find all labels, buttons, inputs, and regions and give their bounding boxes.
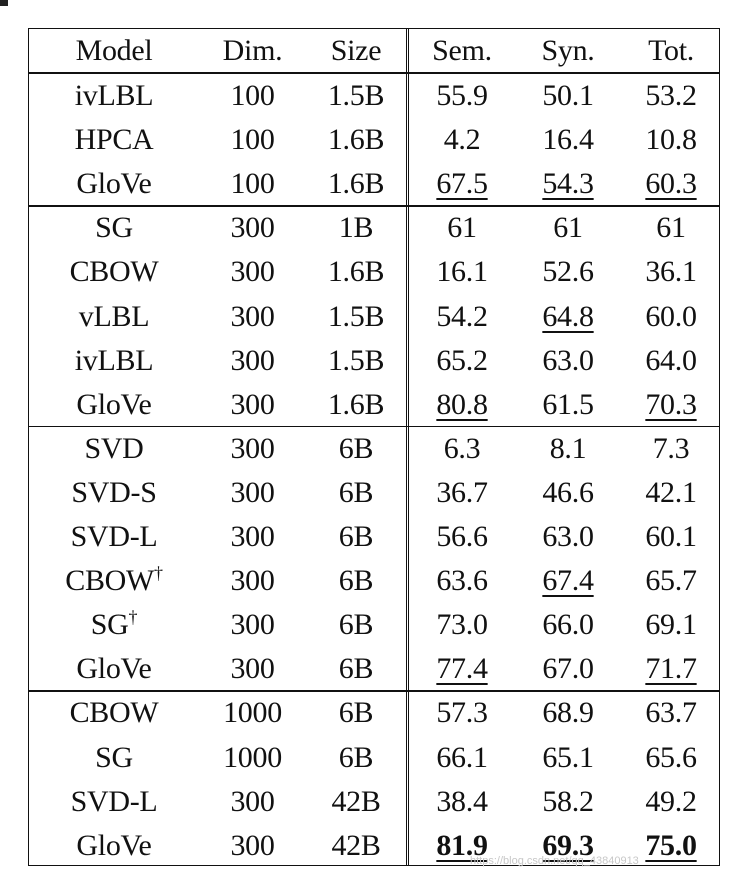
cell-tot xyxy=(621,74,721,118)
value-size: 6B xyxy=(338,652,374,686)
model-name: SG xyxy=(90,608,129,642)
cell-model xyxy=(29,515,199,559)
cell-model xyxy=(29,295,199,339)
cell-dim xyxy=(199,295,306,339)
value-sem: 61 xyxy=(447,211,477,245)
cell-tot xyxy=(621,162,721,206)
cell-dim xyxy=(199,339,306,383)
cell-model xyxy=(29,736,199,780)
header-sem: Sem. xyxy=(432,34,492,67)
value-size: 1.5B xyxy=(327,343,385,377)
results-table xyxy=(28,28,720,866)
cell-syn xyxy=(515,383,621,427)
cell-tot xyxy=(621,471,721,515)
cell-sem xyxy=(409,295,515,339)
model-name: HPCA xyxy=(74,123,154,157)
cell-sem xyxy=(409,736,515,780)
cell-model xyxy=(29,383,199,427)
cell-dim xyxy=(199,647,306,691)
value-tot: 7.3 xyxy=(652,431,690,465)
value-tot: 60.3 xyxy=(645,167,697,201)
cell-size xyxy=(306,780,406,824)
value-dim: 300 xyxy=(230,564,275,598)
cell-dim xyxy=(199,559,306,603)
cell-tot xyxy=(621,206,721,250)
value-dim: 100 xyxy=(230,167,275,201)
header-syn: Syn. xyxy=(541,34,595,67)
cell-syn xyxy=(515,691,621,735)
cell-size xyxy=(306,295,406,339)
value-dim: 300 xyxy=(230,652,275,686)
value-tot: 65.6 xyxy=(645,740,697,774)
cell-size xyxy=(306,339,406,383)
cell-sem xyxy=(409,471,515,515)
value-sem: 57.3 xyxy=(436,696,488,730)
cell-syn xyxy=(515,471,621,515)
model-name: SVD-S xyxy=(71,475,157,509)
table-row xyxy=(29,515,719,559)
cell-sem xyxy=(409,647,515,691)
cell-size xyxy=(306,515,406,559)
table-row xyxy=(29,603,719,647)
value-size: 6B xyxy=(338,696,374,730)
model-name: SVD-L xyxy=(70,520,158,553)
model-name: CBOW xyxy=(65,564,155,598)
value-sem: 55.9 xyxy=(436,79,488,112)
cell-dim xyxy=(199,471,306,515)
value-size: 6B xyxy=(338,740,374,774)
value-dim: 1000 xyxy=(223,696,282,730)
model-name: SG xyxy=(95,740,133,774)
table-row xyxy=(29,162,719,206)
cell-syn xyxy=(515,736,621,780)
cell-size xyxy=(306,736,406,780)
value-sem: 80.8 xyxy=(436,387,488,421)
value-size: 42B xyxy=(331,784,381,818)
value-syn: 69.3 xyxy=(542,828,594,862)
header-tot: Tot. xyxy=(648,34,694,67)
cell-dim xyxy=(199,250,306,294)
value-tot: 10.8 xyxy=(645,123,697,157)
cell-dim xyxy=(199,691,306,735)
value-sem: 36.7 xyxy=(436,475,488,509)
cell-dim xyxy=(199,118,306,162)
value-size: 1.6B xyxy=(327,387,385,421)
value-sem: 38.4 xyxy=(436,784,488,818)
value-syn: 58.2 xyxy=(542,784,594,818)
cell-syn xyxy=(515,647,621,691)
cell-tot xyxy=(621,515,721,559)
value-tot: 49.2 xyxy=(645,784,697,818)
cell-sem xyxy=(409,559,515,603)
value-dim: 100 xyxy=(230,123,275,157)
cell-tot xyxy=(621,250,721,294)
cell-sem xyxy=(409,780,515,824)
value-syn: 67.0 xyxy=(542,652,594,686)
value-tot: 65.7 xyxy=(645,564,697,598)
cell-tot xyxy=(621,736,721,780)
cell-size xyxy=(306,118,406,162)
cell-sem xyxy=(409,339,515,383)
value-syn: 50.1 xyxy=(542,79,594,112)
watermark-text: https://blog.csdn.net/qq_43840913 xyxy=(470,855,639,867)
cell-sem xyxy=(409,118,515,162)
table-row xyxy=(29,383,719,427)
value-tot: 69.1 xyxy=(645,608,697,642)
value-sem: 63.6 xyxy=(436,564,488,598)
dagger-mark: † xyxy=(154,563,163,584)
model-name: CBOW xyxy=(69,696,159,730)
table-row xyxy=(29,339,719,383)
cell-dim xyxy=(199,74,306,118)
cell-model xyxy=(29,647,199,691)
value-syn: 63.0 xyxy=(542,520,594,553)
cell-size xyxy=(306,162,406,206)
value-sem: 65.2 xyxy=(436,343,488,377)
cell-size xyxy=(306,471,406,515)
value-syn: 64.8 xyxy=(542,299,594,333)
cell-sem xyxy=(409,162,515,206)
value-sem: 4.2 xyxy=(443,123,481,157)
value-tot: 36.1 xyxy=(645,255,697,289)
value-dim: 300 xyxy=(230,784,275,818)
cell-tot xyxy=(621,118,721,162)
cell-syn xyxy=(515,74,621,118)
cell-dim xyxy=(199,162,306,206)
value-size: 1.6B xyxy=(327,123,385,157)
value-sem: 66.1 xyxy=(436,740,488,774)
model-name: ivLBL xyxy=(74,79,154,112)
table-row xyxy=(29,559,719,603)
value-size: 6B xyxy=(338,475,374,509)
table-row xyxy=(29,780,719,824)
value-syn: 8.1 xyxy=(549,431,587,465)
value-size: 6B xyxy=(338,564,374,598)
value-size: 1.5B xyxy=(327,299,385,333)
value-sem: 56.6 xyxy=(436,520,488,553)
cell-dim xyxy=(199,603,306,647)
cell-size xyxy=(306,74,406,118)
value-syn: 61.5 xyxy=(542,387,594,421)
value-dim: 300 xyxy=(230,211,275,245)
cell-model xyxy=(29,824,199,868)
cell-size xyxy=(306,559,406,603)
cell-size xyxy=(306,427,406,471)
value-dim: 1000 xyxy=(223,740,282,774)
table-row xyxy=(29,471,719,515)
value-syn: 66.0 xyxy=(542,608,594,642)
table-row xyxy=(29,74,719,118)
cell-tot xyxy=(621,691,721,735)
value-dim: 300 xyxy=(230,475,275,509)
value-size: 1.6B xyxy=(327,167,385,201)
value-tot: 60.0 xyxy=(645,299,697,333)
cell-tot xyxy=(621,559,721,603)
cell-size xyxy=(306,250,406,294)
value-dim: 300 xyxy=(230,343,275,377)
model-name: CBOW xyxy=(69,255,159,289)
dagger-mark: † xyxy=(128,607,138,628)
cell-syn xyxy=(515,780,621,824)
cell-sem xyxy=(409,74,515,118)
cell-syn xyxy=(515,162,621,206)
value-tot: 71.7 xyxy=(645,652,697,686)
model-name: GloVe xyxy=(76,828,152,862)
value-sem: 54.2 xyxy=(436,299,488,333)
table-header-row xyxy=(29,29,719,73)
table-row xyxy=(29,250,719,294)
cell-model xyxy=(29,559,199,603)
cell-tot xyxy=(621,295,721,339)
cell-sem xyxy=(409,515,515,559)
cell-size xyxy=(306,603,406,647)
cell-tot xyxy=(621,647,721,691)
cell-syn xyxy=(515,339,621,383)
cell-size xyxy=(306,206,406,250)
cell-dim xyxy=(199,383,306,427)
cell-syn xyxy=(515,515,621,559)
value-size: 1B xyxy=(338,211,374,245)
model-name: GloVe xyxy=(76,652,152,686)
cell-model xyxy=(29,691,199,735)
value-dim: 300 xyxy=(230,828,275,862)
cell-dim xyxy=(199,824,306,868)
table-row xyxy=(29,206,719,250)
cell-size xyxy=(306,647,406,691)
value-tot: 60.1 xyxy=(645,520,697,553)
value-size: 1.5B xyxy=(327,79,385,112)
value-sem: 77.4 xyxy=(436,652,488,686)
cell-syn xyxy=(515,206,621,250)
table-row xyxy=(29,427,719,471)
value-tot: 64.0 xyxy=(645,343,697,377)
cell-model xyxy=(29,780,199,824)
cell-tot xyxy=(621,780,721,824)
value-tot: 53.2 xyxy=(645,79,697,112)
value-dim: 300 xyxy=(230,387,275,421)
header-model: Model xyxy=(75,34,153,67)
model-name: SVD xyxy=(84,431,144,465)
cell-syn xyxy=(515,603,621,647)
cell-dim xyxy=(199,427,306,471)
cell-size xyxy=(306,691,406,735)
cell-dim xyxy=(199,736,306,780)
value-dim: 300 xyxy=(230,299,275,333)
value-size: 1.6B xyxy=(327,255,385,289)
cell-size xyxy=(306,383,406,427)
value-size: 6B xyxy=(338,431,374,465)
cell-syn xyxy=(515,118,621,162)
model-name: SVD-L xyxy=(70,784,158,818)
corner-mark xyxy=(0,0,8,6)
cell-tot xyxy=(621,427,721,471)
cell-syn xyxy=(515,295,621,339)
value-size: 6B xyxy=(338,608,374,642)
table-row xyxy=(29,118,719,162)
model-name: ivLBL xyxy=(74,343,154,377)
cell-sem xyxy=(409,427,515,471)
cell-dim xyxy=(199,515,306,559)
cell-model xyxy=(29,339,199,383)
value-sem: 81.9 xyxy=(436,828,488,862)
value-sem: 73.0 xyxy=(436,608,488,642)
cell-size xyxy=(306,824,406,868)
value-syn: 52.6 xyxy=(542,255,594,289)
cell-model xyxy=(29,603,199,647)
value-syn: 16.4 xyxy=(542,123,594,157)
column-divider xyxy=(406,29,409,865)
cell-tot xyxy=(621,339,721,383)
value-syn: 68.9 xyxy=(542,696,594,730)
value-syn: 67.4 xyxy=(542,564,594,598)
cell-model xyxy=(29,162,199,206)
value-syn: 46.6 xyxy=(542,475,594,509)
value-sem: 6.3 xyxy=(443,431,481,465)
model-name: SG xyxy=(95,211,133,245)
cell-model xyxy=(29,427,199,471)
table-row xyxy=(29,647,719,691)
value-dim: 300 xyxy=(230,520,275,553)
value-syn: 63.0 xyxy=(542,343,594,377)
header-size: Size xyxy=(330,34,382,67)
value-tot: 75.0 xyxy=(645,828,697,862)
value-tot: 63.7 xyxy=(645,696,697,730)
value-dim: 300 xyxy=(230,608,275,642)
model-name: vLBL xyxy=(78,299,150,333)
value-sem: 67.5 xyxy=(436,167,488,201)
cell-sem xyxy=(409,206,515,250)
value-dim: 300 xyxy=(230,431,275,465)
cell-sem xyxy=(409,603,515,647)
cell-dim xyxy=(199,780,306,824)
cell-syn xyxy=(515,250,621,294)
cell-tot xyxy=(621,603,721,647)
value-syn: 65.1 xyxy=(542,740,594,774)
cell-sem xyxy=(409,383,515,427)
value-dim: 300 xyxy=(230,255,275,289)
cell-sem xyxy=(409,691,515,735)
value-tot: 42.1 xyxy=(645,475,697,509)
model-name: GloVe xyxy=(76,167,152,201)
value-syn: 61 xyxy=(553,211,583,245)
cell-tot xyxy=(621,383,721,427)
cell-sem xyxy=(409,250,515,294)
cell-syn xyxy=(515,559,621,603)
value-size: 6B xyxy=(338,520,374,553)
cell-model xyxy=(29,74,199,118)
cell-model xyxy=(29,118,199,162)
cell-dim xyxy=(199,206,306,250)
cell-model xyxy=(29,471,199,515)
table-row xyxy=(29,736,719,780)
value-size: 42B xyxy=(331,828,381,862)
value-tot: 61 xyxy=(656,211,686,245)
value-tot: 70.3 xyxy=(645,387,697,421)
value-dim: 100 xyxy=(230,79,275,112)
table-row xyxy=(29,295,719,339)
cell-model xyxy=(29,206,199,250)
model-name: GloVe xyxy=(76,387,152,421)
table-row xyxy=(29,691,719,735)
value-sem: 16.1 xyxy=(436,255,488,289)
header-dim: Dim. xyxy=(222,34,283,67)
value-syn: 54.3 xyxy=(542,167,594,201)
cell-syn xyxy=(515,427,621,471)
cell-model xyxy=(29,250,199,294)
